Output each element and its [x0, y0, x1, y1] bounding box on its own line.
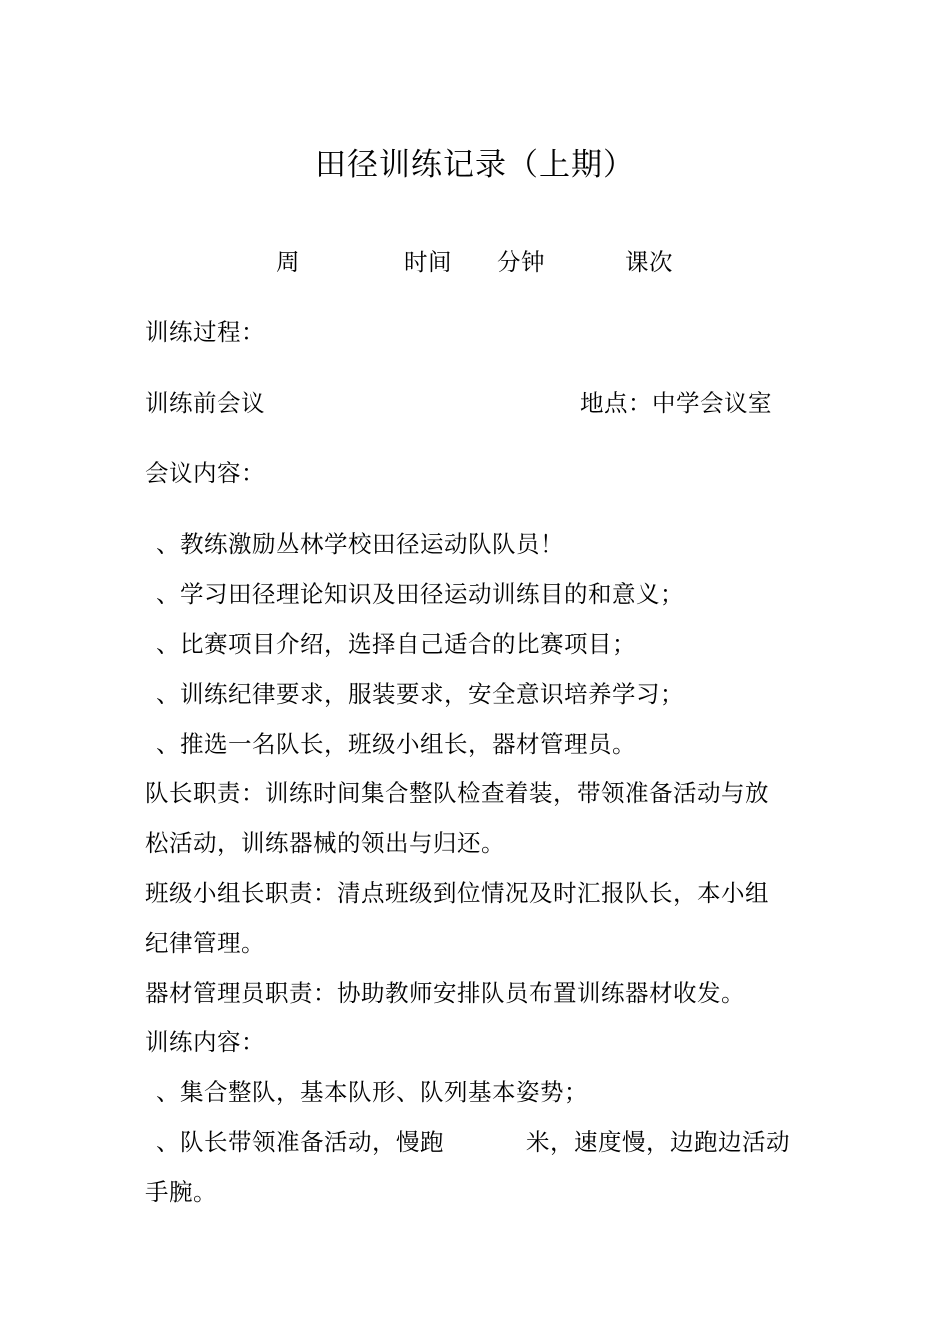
meeting-item: 、比赛项目介绍，选择自己适合的比赛项目； [156, 630, 636, 658]
equipment-manager-duty: 器材管理员职责：协助教师安排队员布置训练器材收发。 [145, 979, 745, 1007]
captain-duty-line-2: 松活动，训练器械的领出与归还。 [145, 829, 505, 857]
training-item: 、集合整队，基本队形、队列基本姿势； [156, 1078, 588, 1106]
warmup-line-2: 手腕。 [145, 1178, 217, 1206]
meeting-location: 地点：中学会议室 [580, 389, 772, 417]
training-content-label: 训练内容： [145, 1028, 265, 1056]
header-minutes: 分钟 [497, 248, 545, 276]
header-time: 时间 [404, 248, 452, 276]
group-leader-duty-line-2: 纪律管理。 [145, 929, 265, 957]
training-process-label: 训练过程： [145, 318, 265, 346]
meeting-item: 、教练激励丛林学校田径运动队队员！ [156, 530, 564, 558]
header-week: 周 [276, 248, 300, 276]
warmup-line-1-part-1: 、队长带领准备活动，慢跑 [156, 1128, 444, 1156]
header-lesson: 课次 [625, 248, 673, 276]
meeting-item: 、推选一名队长，班级小组长，器材管理员。 [156, 730, 636, 758]
document-title: 田径训练记录（上期） [315, 147, 635, 183]
group-leader-duty-line-1: 班级小组长职责：清点班级到位情况及时汇报队长，本小组 [145, 879, 769, 907]
pre-training-meeting-label: 训练前会议 [145, 389, 265, 417]
meeting-content-label: 会议内容： [145, 459, 265, 487]
meeting-item: 、学习田径理论知识及田径运动训练目的和意义； [156, 580, 684, 608]
meeting-item: 、训练纪律要求，服装要求，安全意识培养学习； [156, 680, 684, 708]
captain-duty-line-1: 队长职责：训练时间集合整队检查着装，带领准备活动与放 [145, 779, 769, 807]
warmup-line-1-part-2: 米，速度慢，边跑边活动 [526, 1128, 790, 1156]
